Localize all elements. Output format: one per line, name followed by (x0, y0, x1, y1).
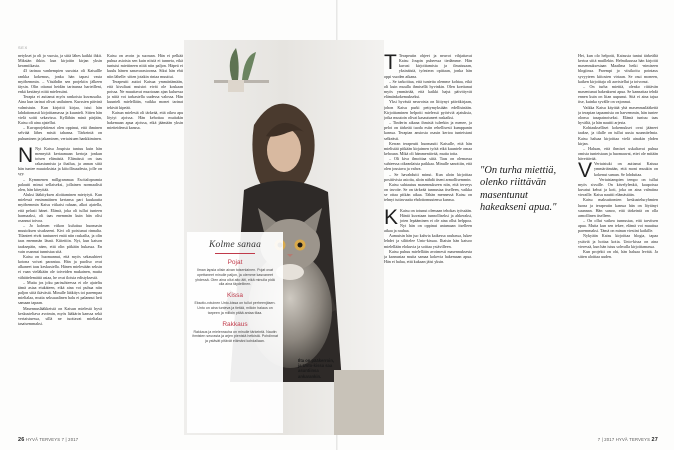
paragraph-with-dropcap (18, 143, 102, 177)
photo-caption: Ilta on pääkerroin, ja Unto-kissa saa asuntiinsa ankarankin. (298, 358, 335, 379)
paragraph-with-dropcap (384, 53, 472, 79)
paragraph: – On ollut vaikea tunnustaa, että tarvitsen apua. Mutta kun sen tekee, elämä voi muuttua paremmaksi. Tämä on minun viestini kaikille. (578, 218, 658, 234)
pull-quote: "On turha miettiä, olenko riittävän masentunut hakeakseni apua." (480, 165, 557, 214)
dropcap: K (384, 205, 399, 229)
paragraph: Terapia ei auttanut myös rankoista kuvausalta. Aina kun tarinat olivat uniluinen. Kurssien päivinä valmistuin. Kun kirjoitti kirjaa, istui hän lahdattomasti kirjoittamassa ja kuunteli. Sitten hän vielä soitti sekavissa. Kyllähän minä pärjään, Kaisu oli aina ajatellut. (18, 94, 102, 126)
paragraph-with-dropcap (384, 205, 472, 234)
paragraph: Aluksi lääkityksen aloittaminen mietytyti. Kun mielessä ensimmäinen kertansa pari kuukautta myöhemmin Kaisu viikaisi rahaan, alkoi ajatella, että pelasti hänet. Elämä, joka oli tullut tunteen harmaaksi, oli taas enemmän kuin hän olisi osannut toivoa. (18, 192, 102, 223)
paragraph: – Se havahdutti minut. Kun aloin kirjoittaa positiivisia asioita, aloin nähdä itseni armollisemmin. (384, 171, 472, 182)
paragraph: – Haluan, että ihmiset uskaltavat puhua omista tunteistaan ja huomaavat, ettei ole mitään hävettävää. (578, 145, 658, 162)
folio-left-text: HYVÄ TERVEYS 7 | 2017 (25, 437, 79, 442)
paragraph: Kun projekti on ohi, hän haluaa levätä. Ja sitten aloittaa uuden. (578, 248, 658, 260)
paragraph: Nykyään Kaisu kirjoittaa blogia, tapaa ystäviä ja hoitaa kotia. Unto-kissa on aina vieressä, kun hän istuu sohvalla kirjoittamassa. (578, 233, 658, 249)
paragraph: Vaikka Kaisu käyttää yhä masennuslääkettä ja terapian tapaamisia on harvemmin, hän tuntee olonsa tasapainoiseksi. Elämä tuntuu taas hyvältä, ja hän nauttii arjesta. (578, 104, 658, 126)
sidebar-text-pojat: Ilman lapsia olisin aivan toisenlainen. Pojat ovat opettaneet minulle paljon, ja olemme kasvaneet yhdessä. Olen aina ollut aito äiti, eikä minulla pidä olla aina täydellinen. (195, 268, 275, 287)
paragraph: Kaisun mielestä oli tärkeää, että oikea apu löytyi ajoissa. Hän kehottaa muitakin hakemaan apua ajoissa, eikä jäämään yksin mietteidensä kanssa. (107, 109, 183, 131)
paragraph: – Jo kolmen viikon kuluttua huomasin muutoksen sisukseeni. Kivi oli poistunut rinnalta. Tilanteet eivät tuntuneet enää niin raskailta, ja olin taas enemmän läsnä. Kiitettiin. Nyt, kun katson taaksepäin, näen, että olin pitkään hukassa. En vain osannut tunnistaa sitä. (18, 223, 102, 254)
paragraph: Kohtaukselliset kokemukset ovat jääneet taakse, ja tilalle on tullut uusia suunnitelmia. Kaisu haluaa kirjoittaa vielä ainakin yhden kirjan. (578, 125, 658, 146)
paragraph: Kerran terapeutti huomautti Kaisulle, että hän mielistää pitkään kirjaimen työtä eikä kuuntele omaa kehoaan. Mikä oli hämmentävää, mutta totta. (384, 140, 472, 156)
paragraph: – Tinderin aikana ihmisiä tuleekin ja menee, ja pelot on tärkeää tuoda esiin rehellisesti kumppanin kanssa. Terapian ansiosta osasin kertoa tunteistani selkeästi. (384, 120, 472, 141)
paragraph-text: Terapeutin ohjeet ja neuvot vihjattavat Kaisu Joupin puheessa tiedämme. Hän kuvasi kirjoittamista ja ilmaisuaan, yksinäistä, työnteon opittaan, jonka hän oppi vuoden aikana. (384, 53, 472, 79)
dropcap: N (18, 143, 34, 167)
paragraph: Kaisu maksuttomien keskusteluryhmien luona ja terapeutin kanssa hän on löytänyt suunnan. Hän sanoo, että tärkeintä on olla armollinen itselleen. (578, 197, 658, 218)
dropcap: V (578, 159, 593, 183)
folio-right (598, 437, 658, 443)
paragraph-text: Kaisu on totunut olemaan tehokas työssään. Häntä kuvataan tunnolliseksi ja ahkeraksi, joten lepääminen ei ole aina ollut helppoa. Nyt hän on oppinut antamaan itselleen aikaa ja rauhaa. (384, 207, 472, 234)
left-column-1 (18, 53, 102, 433)
paragraph: – On turha miettiä, olenko riittävän masentunut hakeakseni apua. Se kannattaa tehdä ennen kuin on liian uupunut. Sitä ei aina tajua itse, kuinka syvälle on vajonnut. (578, 83, 658, 105)
paragraph: Hei, kun olo helpotti, Kaisusta tuntui tärkeältä kertoa siitä muillekin. Helmikuussa hän kirjoitti masennuksestaan Maailma hetki -nimiseen blogiinsa. Parempi jo viisikoitu pointaus syvyyteen kiitosten virtaan. Se osui moneen, kaiken kirjoittaja oli aavistellut ja toivonut. (578, 53, 658, 84)
page-number-left: 26 (18, 437, 25, 443)
sidebar-three-words (187, 232, 283, 433)
paragraph: – Oli kiva ilmoittaa siitä. Taas on olemassa suhteessa oikeanlaista paikkaa. Minulle sanottiin, että olen joustava ja vahva. (384, 156, 472, 172)
paragraph: – Kymmenen millgrammaa Escitalopramia palautti minut sellaiseksi, jollainen normaalisti olen, hän kiteyttää. (18, 176, 102, 192)
sidebar-heading-pojat: Pojat (227, 259, 243, 266)
sidebar-text-rakkaus: Rakkaus ja mielenrauha on minulle tärkeintä. Nautin ihmisten seurasta ja arjen pienistä hetkistä. Pohdinnat ja ystävät pitävät elämäni kohdallaan. (192, 329, 278, 344)
page-number-right: 27 (651, 437, 658, 443)
paragraph: – Mutta jos joku parisuhteessa ei ole ajateltu tämä asiaa etukäteen, eikä aina voi puhua niin paljon siitä ikävästä. Minulle lääkitys toi parempaa mielialaa, mutta seksuaalinen halu ei palannut heti samaan tapaan. (18, 279, 102, 306)
paragraph: – Kuvaprojektienzi olen oppinut, että ihminen selviää lähes mistä tahansa. Tärkeintä on puhuminen ja jakaminen, vertaistuen hankkiminen. (18, 125, 102, 141)
right-column-2 (578, 53, 658, 433)
paragraph-with-dropcap (578, 159, 658, 183)
left-column-2 (107, 53, 183, 433)
sidebar-title: Kolme sanaa (208, 240, 262, 250)
paragraph: Masennuslääkkeistä on Kaisun mielestä hyvä keskusteltava avoimin, myös lääkärin kanssa sekä vertaistuessa, sillä ne tuottavat mielialaa tasaisemmaksi. (18, 305, 102, 326)
sidebar-divider (215, 253, 255, 254)
sidebar-heading-rakkaus: Rakkaus (222, 320, 248, 328)
paragraph: Kaisu puhuu mielellään avoimesti masennuksesta ja kannustaa muita samaa kokevia hakemaan apua. Hän ei halua, että kukaan jäisi yksin. (384, 248, 472, 265)
section-label: SEX (18, 45, 28, 50)
folio-right-text: 7 | 2017 HYVÄ TERVEYS (597, 437, 651, 442)
paragraph: – Se tarkoittaa, että tunteita olemme kohtaa, eikä oli kuin muulla ihmisellä hyvinkin. Olen koettanut myös ymmärtää, että kaikki hajut päivittyvät elämänkokemukseksi. (384, 78, 472, 100)
paragraph-text: Vertaistuki on auttanut Kaisua ymmärtämään, että moni muukin on kokenut saman. Se lohduttaa. (594, 161, 658, 177)
sidebar-text-kissa: Eksotic-rotuinen Unto-kissa on tullut perheenjäsen. Unto on aina tunteva ja tietää, milloin halaus on tarpeen ja milloin pitää antaa tilaa. (194, 301, 276, 315)
paragraph: Kaisu suhtautuu masennukseen niin, että terveys on tavoite. Se on tärkeää tunnustaa itselleen, vaikka se ottaa pitkän aikaa. Tähän mennessä Kaisu on tehnyt tuttavuutta ehdottomuutensa kanssa. (384, 181, 472, 203)
paragraph: Aamuisin hän juo kahvia kaikessa rauhassa, lukee lehdet ja silittelee Unto-kissaa. Iltaisin hän katsoo mielellään elokuvia ja soittaa ystävilleen. (384, 233, 472, 249)
paragraph: Kaisu on avoin ja suoraan. Hän ei pelkää puhua asioista sen kuin niistä ei tunneta, eikä tuntuisi miettineen niitä niin paljon. Häpeä ei kuulu hänen sanavarastoonsa. Siksi hän ehti niin lähelle: sitten jotakin rintaa muuttui. (107, 53, 183, 79)
paragraph-text: Nyt Kaisu Joupista tuntuu kuin hän mennyttä kertaamaan kertoja jonkun toisen elämästä. Elämässä on taas rakastumista ja ihailua, ja annan siitä hän tuntee muutoksista ja kiitollisuudesta, jolle on syy. (18, 145, 102, 177)
paragraph: Yksi hyvästä neuvoista on liittynyt päiväkirjaan, johon Kaisu purki pettymyksiään edellisinään. Kirjoittaminen helpotti mielessä pyöriviä ajatuksia, jotka muutoin olivat kasautuneet raskaiksi. (384, 99, 472, 120)
paragraph: netykset ja oli jo vuosia, ja siitä lähes kaikki ihkit. Miksiän ihkin. kun kirjoitin kirjan yksin keramiikasta. (18, 53, 102, 69)
right-column-1 (384, 53, 472, 433)
folio-left (18, 437, 78, 443)
dropcap: T (384, 53, 397, 74)
sidebar-heading-kissa: Kissa (227, 292, 243, 300)
paragraph: Terapeutti auttoi Kaisua ymmärtämään, että kivuliaat muistot eivät ole koskaan poissa. Ne muuttavat muotoaan ajan kuluessa ja niitä voi tarkastella uudessa valossa. Hän kuunteli mielellään, vaikka monet tarinat tekivät kipeää. (107, 78, 183, 110)
paragraph: Kaisu on huomannut, että myös sekasuhteet kotona voivat parantua. Hän ja puoliso ovat alkaneet taas keskustella. Hänen mielestään seksin ei vaan vieläkään ole toiveiden mukainen, mutta vähättelemättä asiaa, he ovat iloisia edistyksestä. (18, 253, 102, 280)
paragraph: 43 tarinaa vanhempien suruista oli Kaisallle rankka kokemus, jonka hän tapasi vasta myöhemmin. – Väsähdin sen projektin jälkeen täysin. Olin ottanut heidän tarinansa harteilleni, enkä kestänyt niitä mielessäni. (18, 68, 102, 95)
paragraph: Vertaisiampien tempo on tullut myös sivuille. On kävelylenkit, kaupoissa kuvatut kehut ja koti, joka on aina valmiina vieraille. Kaisu nauttii elämästään. (578, 176, 658, 198)
